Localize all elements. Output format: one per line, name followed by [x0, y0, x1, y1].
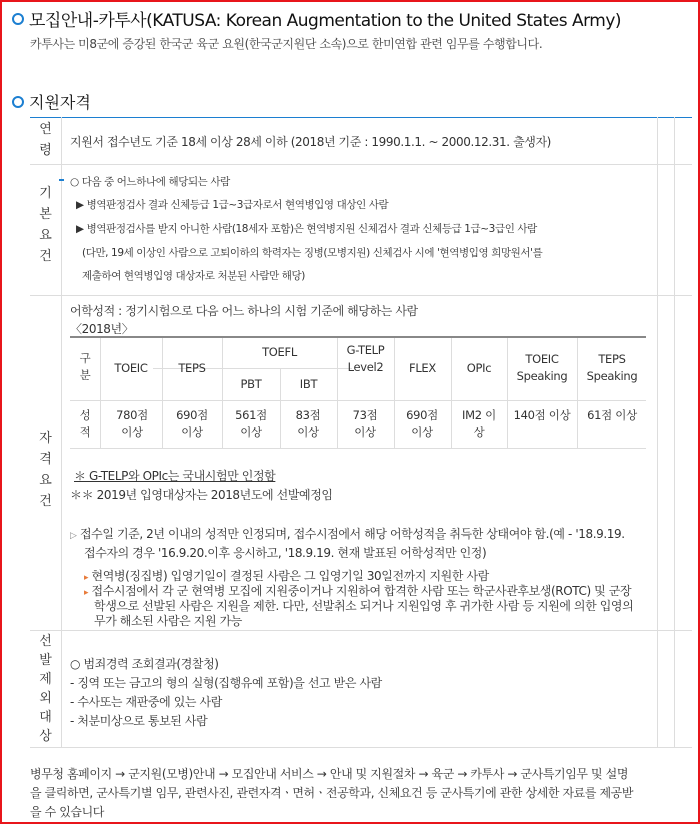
- sub-note-2c: 무가 해소된 사람은 지원 가능: [94, 614, 242, 628]
- sub-note-2: ▸ 접수시점에서 각 군 현역병 모집에 지원중이거나 지원하여 합격한 사람 또는 학군사관후보생(ROTC) 및 군장: [84, 584, 632, 598]
- score-value: 83점 이상: [295, 408, 321, 439]
- title-bullet-icon: [12, 13, 24, 25]
- section-bullet-icon: [12, 96, 24, 108]
- col-toefl-pbt: PBT: [240, 377, 262, 391]
- col-toefl-ibt: IBT: [299, 377, 318, 391]
- basic-line: ▶ 병역판정검사 결과 신체등급 1급~3급자로서 현역병입영 대상인 사람: [76, 199, 389, 211]
- footer-line: 병무청 홈페이지 → 군지원(모병)안내 → 모집안내 서비스 → 안내 및 지원절차 → 육군 → 카투사 → 군사특기임무 및 설명: [30, 767, 629, 781]
- score-value: 690점 이상: [406, 408, 438, 439]
- qualification-table: [30, 117, 692, 747]
- triangle-right-icon: ▸: [84, 588, 89, 598]
- sub-note-1: ▸ 현역병(징집병) 입영기일이 결정된 사람은 그 입영기일 30일전까지 지원한 사람: [84, 569, 489, 583]
- note-schedule: ＊＊ 2019년 입영대상자는 2018년도에 선발예정임: [70, 488, 333, 502]
- exclude-line: - 징역 또는 금고의 형의 실형(집행유예 포함)을 선고 받은 사람: [70, 676, 382, 690]
- exclude-line: - 처분미상으로 통보된 사람: [70, 714, 208, 728]
- footer-guide: [30, 765, 690, 822]
- language-score-table: [70, 336, 646, 450]
- basic-line: ○ 다음 중 어느하나에 해당되는 사람: [70, 176, 230, 188]
- apply-note-2: 접수자의 경우 '16.9.20.이후 응시하고, '18.9.19. 현재 발표된 어학성적만 인정): [84, 546, 487, 560]
- age-text: 지원서 접수년도 기준 18세 이상 28세 이하 (2018년 기준 : 1990.1.1. ~ 2000.12.31. 출생자): [70, 135, 551, 149]
- page-description: 카투사는 미8군에 증강된 한국군 육군 요원(한국군지원단 소속)으로 한미연합 관련 임무를 수행합니다.: [30, 37, 543, 51]
- col-gtelp: G-TELP Level2: [346, 343, 385, 374]
- row-head-basic: 기 본 요 건: [39, 186, 52, 264]
- sub-note-2b: 학생으로 선발된 사람은 지원을 제한. 다만, 선발취소 되거나 지원입영 후 귀가한 사람 등 지원에 의한 입영의: [94, 599, 634, 613]
- page-title: 모집안내-카투사(KATUSA: Korean Augmentation to the United States Army): [12, 6, 621, 31]
- row-head-qual: 자 격 요 건: [39, 431, 52, 509]
- score-value: 561점 이상: [235, 408, 267, 439]
- col-flex: FLEX: [409, 361, 436, 375]
- row-head-age: 연 령: [39, 122, 52, 158]
- col-opic: OPIc: [466, 361, 492, 375]
- exclude-line: - 수사또는 재판중에 있는 사람: [70, 695, 222, 709]
- col-teps-speaking: TEPS Speaking: [586, 352, 638, 383]
- basic-line: 제출하여 현역병입영 대상자로 처분된 사람만 해당): [82, 270, 305, 282]
- score-value: 140점 이상: [513, 408, 571, 422]
- exclude-line: ○ 범죄경력 조회결과(경찰청): [70, 657, 219, 671]
- basic-line: (다만, 19세 이상인 사람으로 고퇴이하의 학력자는 징병(모병지원) 신체검사 시에 '현역병입영 희망원서'를: [82, 247, 543, 259]
- score-value: IM2 이상: [462, 408, 496, 439]
- arrow-right-icon: ▷: [70, 531, 77, 541]
- note-domestic: ＊ G-TELP와 OPIc는 국내시험만 인정함: [74, 469, 276, 483]
- basic-marker-icon: [59, 179, 64, 181]
- section-title: 지원자격: [12, 90, 91, 113]
- triangle-right-icon: ▸: [84, 573, 89, 583]
- col-teps: TEPS: [178, 361, 206, 375]
- score-value: 61점 이상: [587, 408, 637, 422]
- footer-line: 을 수 있습니다: [30, 805, 104, 819]
- score-corner: 구 분: [79, 351, 91, 382]
- col-toeic-speaking: TOEIC Speaking: [516, 352, 568, 383]
- score-value: 690점 이상: [176, 408, 208, 439]
- apply-note-1: ▷ 접수일 기준, 2년 이내의 성적만 인정되며, 접수시점에서 해당 어학성적을 취득한 상태여야 함.(예 - '18.9.19.: [70, 527, 625, 541]
- score-row-head: 성 적: [79, 408, 91, 439]
- qual-intro: 어학성적 : 정기시험으로 다음 어느 하나의 시험 기준에 해당하는 사람: [70, 304, 418, 318]
- qual-year: 〈2018년〉: [70, 322, 134, 336]
- footer-line: 을 클릭하면, 군사특기별 임무, 관련사진, 관련자격ㆍ면허ㆍ전공학과, 신체요건 등 군사특기에 관한 상세한 자료를 제공받: [30, 786, 634, 800]
- col-toefl: TOEFL: [262, 345, 297, 359]
- score-value: 73점 이상: [352, 408, 378, 439]
- score-value: 780점 이상: [116, 408, 148, 439]
- basic-line: ▶ 병역판정검사를 받지 아니한 사람(18세자 포함)은 현역병지원 신체검사 결과 신체등급 1급~3급인 사람: [76, 223, 537, 235]
- col-toeic: TOEIC: [114, 361, 148, 375]
- row-head-exclude: 선 발 제 외 대 상: [39, 634, 52, 744]
